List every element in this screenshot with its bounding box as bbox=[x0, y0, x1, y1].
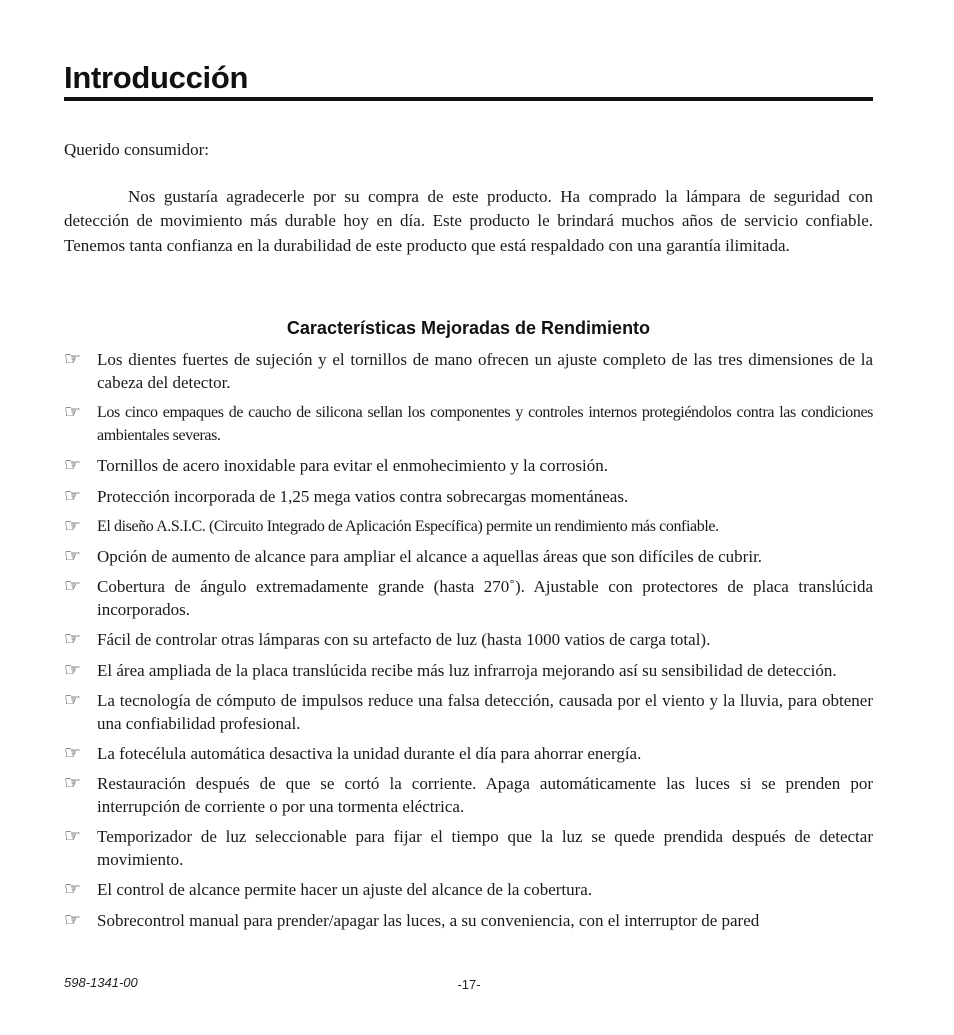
feature-text: La fotecélula automática desactiva la unidad durante el día para ahorrar energía. bbox=[97, 743, 642, 763]
pointing-hand-icon: ☞ bbox=[64, 658, 82, 681]
feature-text: Cobertura de ángulo extremadamente grande (hasta 270˚). Ajustable con protectores de placa translúcida incorporados. bbox=[97, 577, 873, 620]
feature-item bbox=[64, 878, 873, 901]
pointing-hand-icon: ☞ bbox=[64, 484, 82, 507]
feature-text: Protección incorporada de 1,25 mega vatios contra sobrecargas momentáneas. bbox=[97, 486, 629, 506]
feature-list bbox=[64, 348, 873, 939]
feature-text: Sobrecontrol manual para prender/apagar las luces, a su conveniencia, con el interruptor de pared bbox=[97, 910, 760, 930]
pointing-hand-icon: ☞ bbox=[64, 454, 82, 477]
feature-item bbox=[64, 742, 873, 765]
feature-text: Fácil de controlar otras lámparas con su artefacto de luz (hasta 1000 vatios de carga total). bbox=[97, 630, 711, 650]
feature-item bbox=[64, 659, 873, 682]
pointing-hand-icon: ☞ bbox=[64, 772, 82, 795]
features-heading: Características Mejoradas de Rendimiento bbox=[286, 318, 651, 338]
pointing-hand-icon: ☞ bbox=[64, 544, 82, 567]
pointing-hand-icon: ☞ bbox=[64, 878, 82, 901]
pointing-hand-icon: ☞ bbox=[64, 628, 82, 651]
feature-text: El control de alcance permite hacer un ajuste del alcance de la cobertura. bbox=[97, 880, 593, 900]
feature-text: El área ampliada de la placa translúcida recibe más luz infrarroja mejorando así su sensibilidad de detección. bbox=[97, 660, 837, 680]
feature-text: Restauración después de que se cortó la corriente. Apaga automáticamente las luces si se prenden por interrupción de corriente o por una tormenta eléctrica. bbox=[97, 774, 873, 817]
feature-item bbox=[64, 485, 873, 508]
pointing-hand-icon: ☞ bbox=[64, 741, 82, 764]
feature-item bbox=[64, 454, 873, 477]
feature-item bbox=[64, 772, 873, 818]
pointing-hand-icon: ☞ bbox=[64, 401, 81, 424]
feature-item bbox=[64, 628, 873, 651]
pointing-hand-icon: ☞ bbox=[64, 908, 82, 931]
intro-paragraph: Nos gustaría agradecerle por su compra de este producto. Ha comprado la lámpara de seguridad con detección de movimiento más durable hoy en día. Este producto le brindará muchos años de servicio confiable. Tenemos tanta confianza en la durabilidad de este producto que está respaldado con una garantía ilimitada. bbox=[64, 187, 873, 255]
feature-item bbox=[64, 825, 873, 871]
feature-item bbox=[64, 401, 873, 447]
feature-text: Temporizador de luz seleccionable para fijar el tiempo que la luz se quede prendida después de detectar movimiento. bbox=[97, 827, 873, 870]
feature-text: El diseño A.S.I.C. (Circuito Integrado de Aplicación Específica) permite un rendimiento más confiable. bbox=[97, 517, 719, 535]
feature-item bbox=[64, 575, 873, 621]
feature-text: Los cinco empaques de caucho de silicona sellan los componentes y controles internos protegiéndolos contra las condiciones ambientales severas. bbox=[97, 404, 873, 445]
pointing-hand-icon: ☞ bbox=[64, 514, 81, 537]
feature-item bbox=[64, 515, 873, 538]
page-title: Introducción bbox=[64, 60, 249, 95]
feature-text: Los dientes fuertes de sujeción y el tornillos de mano ofrecen un ajuste completo de las tres dimensiones de la cabeza del detector. bbox=[97, 350, 873, 392]
feature-text: Tornillos de acero inoxidable para evitar el enmohecimiento y la corrosión. bbox=[97, 456, 608, 476]
document-code: 598-1341-00 bbox=[64, 975, 138, 990]
feature-item bbox=[64, 689, 873, 735]
greeting: Querido consumidor: bbox=[64, 140, 209, 159]
feature-item bbox=[64, 909, 873, 932]
feature-item bbox=[64, 545, 873, 568]
pointing-hand-icon: ☞ bbox=[64, 575, 82, 598]
feature-text: Opción de aumento de alcance para ampliar el alcance a aquellas áreas que son difíciles de cubrir. bbox=[97, 546, 763, 566]
feature-text: La tecnología de cómputo de impulsos reduce una falsa detección, causada por el viento y la lluvia, para obtener una confiabilidad profesional. bbox=[97, 690, 873, 733]
page-number: -17- bbox=[457, 977, 481, 992]
pointing-hand-icon: ☞ bbox=[64, 825, 82, 848]
pointing-hand-icon: ☞ bbox=[64, 688, 82, 711]
pointing-hand-icon: ☞ bbox=[64, 348, 82, 370]
feature-item bbox=[64, 348, 873, 394]
title-rule bbox=[64, 97, 873, 101]
